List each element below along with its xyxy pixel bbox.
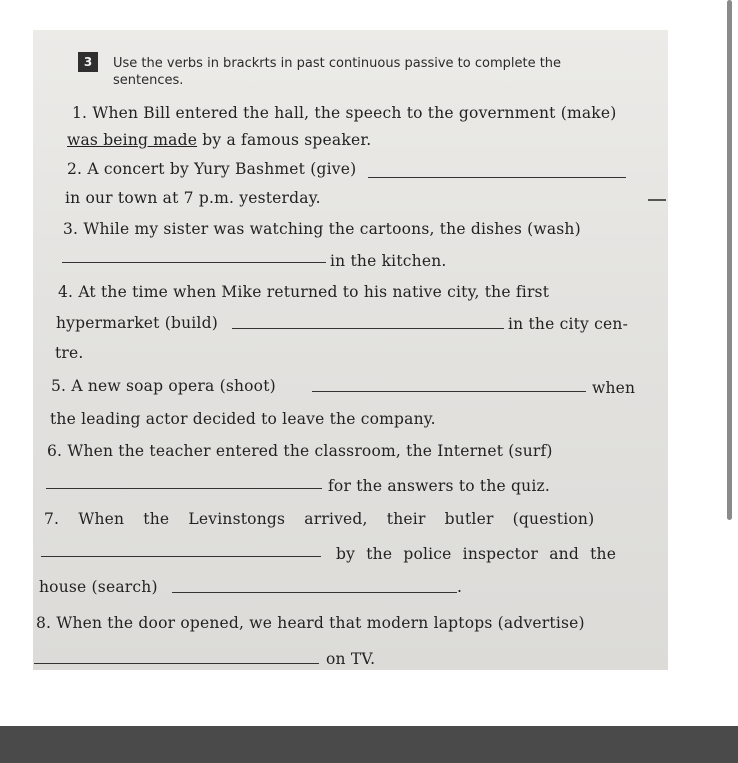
sentence-6-line-1: 6. When the teacher entered the classroom, the Internet (surf) (47, 442, 553, 460)
sentence-5-line-2: the leading actor decided to leave the company. (50, 410, 436, 428)
exercise-instruction (113, 55, 628, 89)
page-edge-mark (648, 199, 666, 201)
answer-blank-6[interactable] (46, 488, 322, 489)
sentence-7-line-3b: . (457, 578, 463, 596)
sentence-7-line-3a: house (search) (39, 578, 158, 596)
instruction-line-1: Use the verbs in brackrts in past continuous passive to complete the (113, 56, 562, 71)
scrollbar[interactable] (724, 0, 738, 726)
answer-blank-7b[interactable] (172, 592, 457, 593)
scrollbar-thumb[interactable] (727, 0, 732, 520)
sentence-5-line-1a: 5. A new soap opera (shoot) (51, 377, 276, 395)
sentence-1-tail: by a famous speaker. (197, 131, 372, 149)
sentence-2-line-2: in our town at 7 p.m. yesterday. (65, 189, 321, 207)
example-answer: was being made (67, 131, 198, 149)
sentence-7-line-2: by the police inspector and the (336, 545, 617, 563)
answer-blank-4[interactable] (232, 328, 504, 329)
answer-blank-8[interactable] (34, 663, 319, 664)
instruction-line-2: sentences. (113, 73, 184, 88)
sentence-5-line-1b: when (592, 379, 636, 397)
bottom-bar (0, 726, 738, 763)
sentence-1-line-2 (67, 131, 371, 149)
sentence-2-line-1: 2. A concert by Yury Bashmet (give) (67, 160, 357, 178)
sentence-1-line-1: 1. When Bill entered the hall, the speech to the government (make) (72, 104, 617, 122)
sentence-3-line-2: in the kitchen. (330, 252, 447, 270)
answer-blank-3[interactable] (62, 262, 326, 263)
sentence-7-line-1: 7. When the Levinstongs arrived, their butler (question) (44, 510, 595, 528)
sentence-3-line-1: 3. While my sister was watching the cartoons, the dishes (wash) (63, 220, 581, 238)
sentence-8-line-1: 8. When the door opened, we heard that modern laptops (advertise) (36, 614, 585, 632)
answer-blank-7a[interactable] (41, 556, 321, 557)
sentence-4-line-2a: hypermarket (build) (56, 314, 218, 332)
sentence-4-line-3: tre. (55, 344, 84, 362)
sentence-8-line-2: on TV. (326, 650, 376, 668)
answer-blank-5[interactable] (312, 391, 586, 392)
sentence-6-line-2: for the answers to the quiz. (328, 477, 550, 495)
sentence-4-line-2b: in the city cen- (508, 315, 629, 333)
textbook-photo (33, 30, 668, 670)
sentence-4-line-1: 4. At the time when Mike returned to his native city, the first (58, 283, 550, 301)
answer-blank-2[interactable] (368, 177, 626, 178)
exercise-number-badge: 3 (78, 52, 98, 72)
